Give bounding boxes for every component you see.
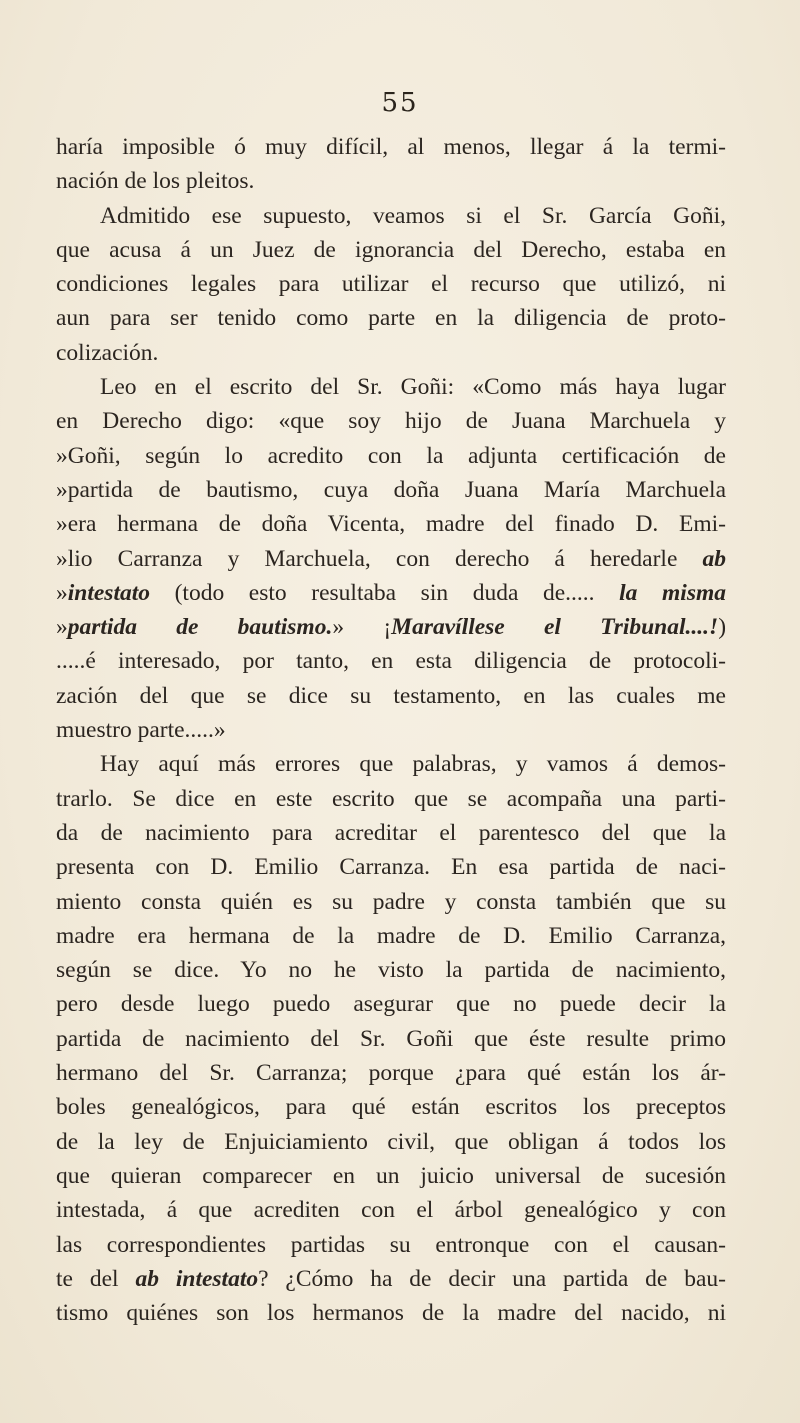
- text-line: [56, 542, 726, 576]
- text-segment: que acusa á un Juez de ignorancia del Derecho, estaba en: [56, 236, 726, 263]
- text-line: [56, 1090, 726, 1124]
- text-line: [56, 370, 726, 404]
- text-segment: »: [56, 614, 68, 641]
- text-line: [56, 301, 726, 335]
- text-segment: »: [56, 579, 68, 606]
- text-segment: las correspondientes partidas su entronque con el causan-: [56, 1231, 726, 1258]
- text-line: [56, 816, 726, 850]
- text-segment: »lio Carranza y Marchuela, con derecho á heredarle: [56, 545, 703, 572]
- text-line: [56, 919, 726, 953]
- text-segment: »era hermana de doña Vicenta, madre del finado D. Emi-: [56, 511, 726, 538]
- text-segment: da de nacimiento para acreditar el parentesco del que la: [56, 819, 726, 846]
- text-segment: te del: [56, 1265, 136, 1292]
- italic-text: ab intestato: [135, 1265, 259, 1292]
- text-line: [56, 644, 726, 678]
- italic-text: ab: [702, 545, 726, 572]
- text-line: [56, 1262, 726, 1296]
- text-line: [56, 782, 726, 816]
- text-segment: pero desde luego puedo asegurar que no puede decir la: [56, 991, 726, 1018]
- text-line: [56, 439, 726, 473]
- text-line: [56, 473, 726, 507]
- text-line: [56, 1296, 726, 1330]
- text-segment: .....é interesado, por tanto, en esta diligencia de protocoli-: [56, 648, 726, 675]
- text-segment: tismo quiénes son los hermanos de la madre del nacido, ni: [56, 1300, 726, 1327]
- text-line: [56, 850, 726, 884]
- text-segment: nación de los pleitos.: [56, 168, 255, 195]
- text-segment: » ¡: [332, 614, 392, 641]
- text-line: [56, 576, 726, 610]
- text-segment: Admitido ese supuesto, veamos si el Sr. García Goñi,: [100, 202, 726, 229]
- italic-text: la misma: [619, 579, 726, 606]
- text-segment: boles genealógicos, para qué están escritos los preceptos: [56, 1094, 726, 1121]
- text-line: [56, 747, 726, 781]
- text-line: [56, 987, 726, 1021]
- text-segment: (todo esto resultaba sin duda de.....: [150, 579, 620, 606]
- text-segment: Hay aquí más errores que palabras, y vamos á demos-: [100, 751, 726, 778]
- text-segment: haría imposible ó muy difícil, al menos, llegar á la termi-: [56, 134, 726, 160]
- text-segment: de la ley de Enjuiciamiento civil, que obligan á todos los: [56, 1128, 726, 1155]
- text-line: [56, 1022, 726, 1056]
- text-line: [56, 610, 726, 644]
- italic-text: intestato: [67, 579, 151, 606]
- text-line: [56, 233, 726, 267]
- text-line: [56, 1228, 726, 1262]
- text-line: [56, 130, 726, 164]
- text-segment: »partida de bautismo, cuya doña Juana María Marchuela: [56, 476, 726, 503]
- text-line: [56, 713, 726, 747]
- text-segment: en Derecho digo: «que soy hijo de Juana Marchuela y: [56, 408, 726, 435]
- text-line: [56, 885, 726, 919]
- text-segment: hermano del Sr. Carranza; porque ¿para qué están los ár-: [56, 1060, 726, 1087]
- text-segment: según se dice. Yo no he visto la partida de nacimiento,: [56, 957, 726, 984]
- text-line: [56, 164, 726, 198]
- text-line: [56, 267, 726, 301]
- text-line: [56, 199, 726, 233]
- text-line: [56, 953, 726, 987]
- text-segment: miento consta quién es su padre y consta también que su: [56, 888, 726, 915]
- text-segment: Leo en el escrito del Sr. Goñi: «Como más haya lugar: [100, 374, 726, 401]
- text-segment: trarlo. Se dice en este escrito que se acompaña una parti-: [56, 785, 726, 812]
- text-segment: madre era hermana de la madre de D. Emilio Carranza,: [56, 922, 726, 949]
- text-line: [56, 1193, 726, 1227]
- body-text: [56, 130, 726, 1330]
- text-line: [56, 1125, 726, 1159]
- text-segment: intestada, á que acrediten con el árbol genealógico y con: [56, 1197, 726, 1224]
- text-line: [56, 404, 726, 438]
- text-segment: ): [718, 614, 727, 641]
- text-line: [56, 679, 726, 713]
- text-line: [56, 1056, 726, 1090]
- text-segment: presenta con D. Emilio Carranza. En esa partida de naci-: [56, 854, 726, 881]
- text-line: [56, 1159, 726, 1193]
- text-segment: aun para ser tenido como parte en la diligencia de proto-: [56, 305, 726, 332]
- text-segment: colización.: [56, 339, 159, 366]
- italic-text: Maravíllese el Tribunal....!: [391, 614, 719, 641]
- text-segment: zación del que se dice su testamento, en las cuales me: [56, 682, 726, 709]
- italic-text: partida de bautismo.: [67, 614, 333, 641]
- text-segment: ? ¿Cómo ha de decir una partida de bau-: [258, 1265, 726, 1292]
- text-line: [56, 336, 726, 370]
- text-segment: que quieran comparecer en un juicio universal de sucesión: [56, 1162, 726, 1189]
- text-segment: »Goñi, según lo acredito con la adjunta certificación de: [56, 442, 726, 469]
- page-number: 55: [381, 88, 419, 118]
- text-line: [56, 507, 726, 541]
- text-segment: partida de nacimiento del Sr. Goñi que éste resulte primo: [56, 1025, 726, 1052]
- text-segment: condiciones legales para utilizar el recurso que utilizó, ni: [56, 271, 726, 298]
- text-segment: muestro parte.....»: [56, 717, 226, 744]
